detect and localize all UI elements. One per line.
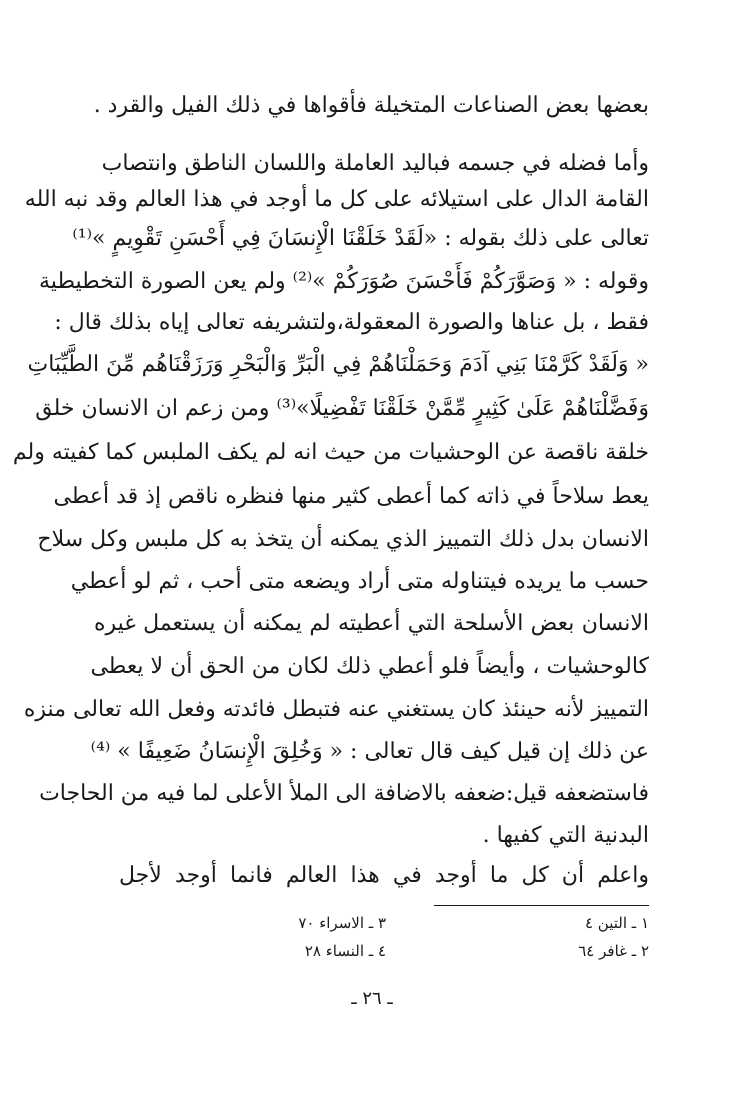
text-line-4: تعالى على ذلك بقوله : «لَقَدْ خَلَقْنَا الْإِنسَانَ فِي أَحْسَنِ تَقْوِيمٍ »⁽¹⁾ xyxy=(72,226,649,251)
paragraph-2-line-1: وأما فضله في جسمه فباليد العاملة واللسان الناطق وانتصاب xyxy=(101,151,649,176)
text-line-12: حسب ما يريده فيتناوله متى أراد ويضعه متى أحب ، ثم لو أعطي xyxy=(70,569,649,594)
text-line-17: فاستضعفه قيل:ضعفه بالاضافة الى الملأ الأعلى لما فيه من الحاجات xyxy=(39,781,649,806)
text-line-10: يعط سلاحاً في ذاته كما أعطى كثير منها فنظره ناقص إذ قد أعطى xyxy=(53,484,649,509)
text-line-11: الانسان بدل ذلك التمييز الذي يمكنه أن يتخذ به كل ملبس وكل سلاح xyxy=(37,527,649,552)
quran-verse-line-2: وَفَضَّلْنَاهُمْ عَلَىٰ كَثِيرٍ مِّمَّنْ خَلَقْنَا تَفْضِيلًا»⁽³⁾ ومن زعم ان الانسان خلق xyxy=(35,396,649,421)
text-line-18: البدنية التي كفيها . xyxy=(482,823,649,848)
text-line-9: خلقة ناقصة عن الوحشيات من حيث انه لم يكف الملبس كما كفيته ولم xyxy=(12,440,649,465)
text-line-3: القامة الدال على استيلائه على كل ما أوجد في هذا العالم وقد نبه الله xyxy=(24,187,649,212)
text-line-1: بعضها بعض الصناعات المتخيلة فأقواها في ذلك الفيل والقرد . xyxy=(93,93,649,118)
footnote-1: ١ ـ التين ٤ xyxy=(584,914,649,932)
paragraph-3-line-1: واعلم أن كل ما أوجد في هذا العالم فانما أوجد لأجل xyxy=(119,863,649,888)
text-line-13: الانسان بعض الأسلحة التي أعطيته لم يمكنه أن يستعمل غيره xyxy=(94,611,649,636)
text-line-14: كالوحشيات ، وأيضاً فلو أعطي ذلك لكان من الحق أن لا يعطى xyxy=(90,654,649,679)
text-line-16: عن ذلك إن قيل كيف قال تعالى : « وَخُلِقَ الْإِنسَانُ ضَعِيفًا » ⁽⁴⁾ xyxy=(90,739,649,764)
footnote-4: ٤ ـ النساء ٢٨ xyxy=(304,942,386,960)
text-line-5: وقوله : « وَصَوَّرَكُمْ فَأَحْسَنَ صُوَرَكُمْ »⁽²⁾ ولم يعن الصورة التخطيطية xyxy=(39,269,649,294)
footnote-3: ٣ ـ الاسراء ٧٠ xyxy=(298,914,386,932)
footnote-divider xyxy=(434,905,649,906)
quran-verse-line-1: « وَلَقَدْ كَرَّمْنَا بَنِي آدَمَ وَحَمَلْنَاهُمْ فِي الْبَرِّ وَالْبَحْرِ وَرَزَقْنَاهُم مِّنَ الطَّيِّبَاتِ xyxy=(27,352,649,377)
text-line-15: التمييز لأنه حينئذ كان يستغني عنه فتبطل فائدته وفعل الله تعالى منزه xyxy=(23,697,649,722)
text-line-6: فقط ، بل عناها والصورة المعقولة،ولتشريفه تعالى إياه بذلك قال : xyxy=(54,310,649,335)
footnote-2: ٢ ـ غافر ٦٤ xyxy=(578,942,649,960)
page-number: ـ ٢٦ ـ xyxy=(351,988,393,1009)
